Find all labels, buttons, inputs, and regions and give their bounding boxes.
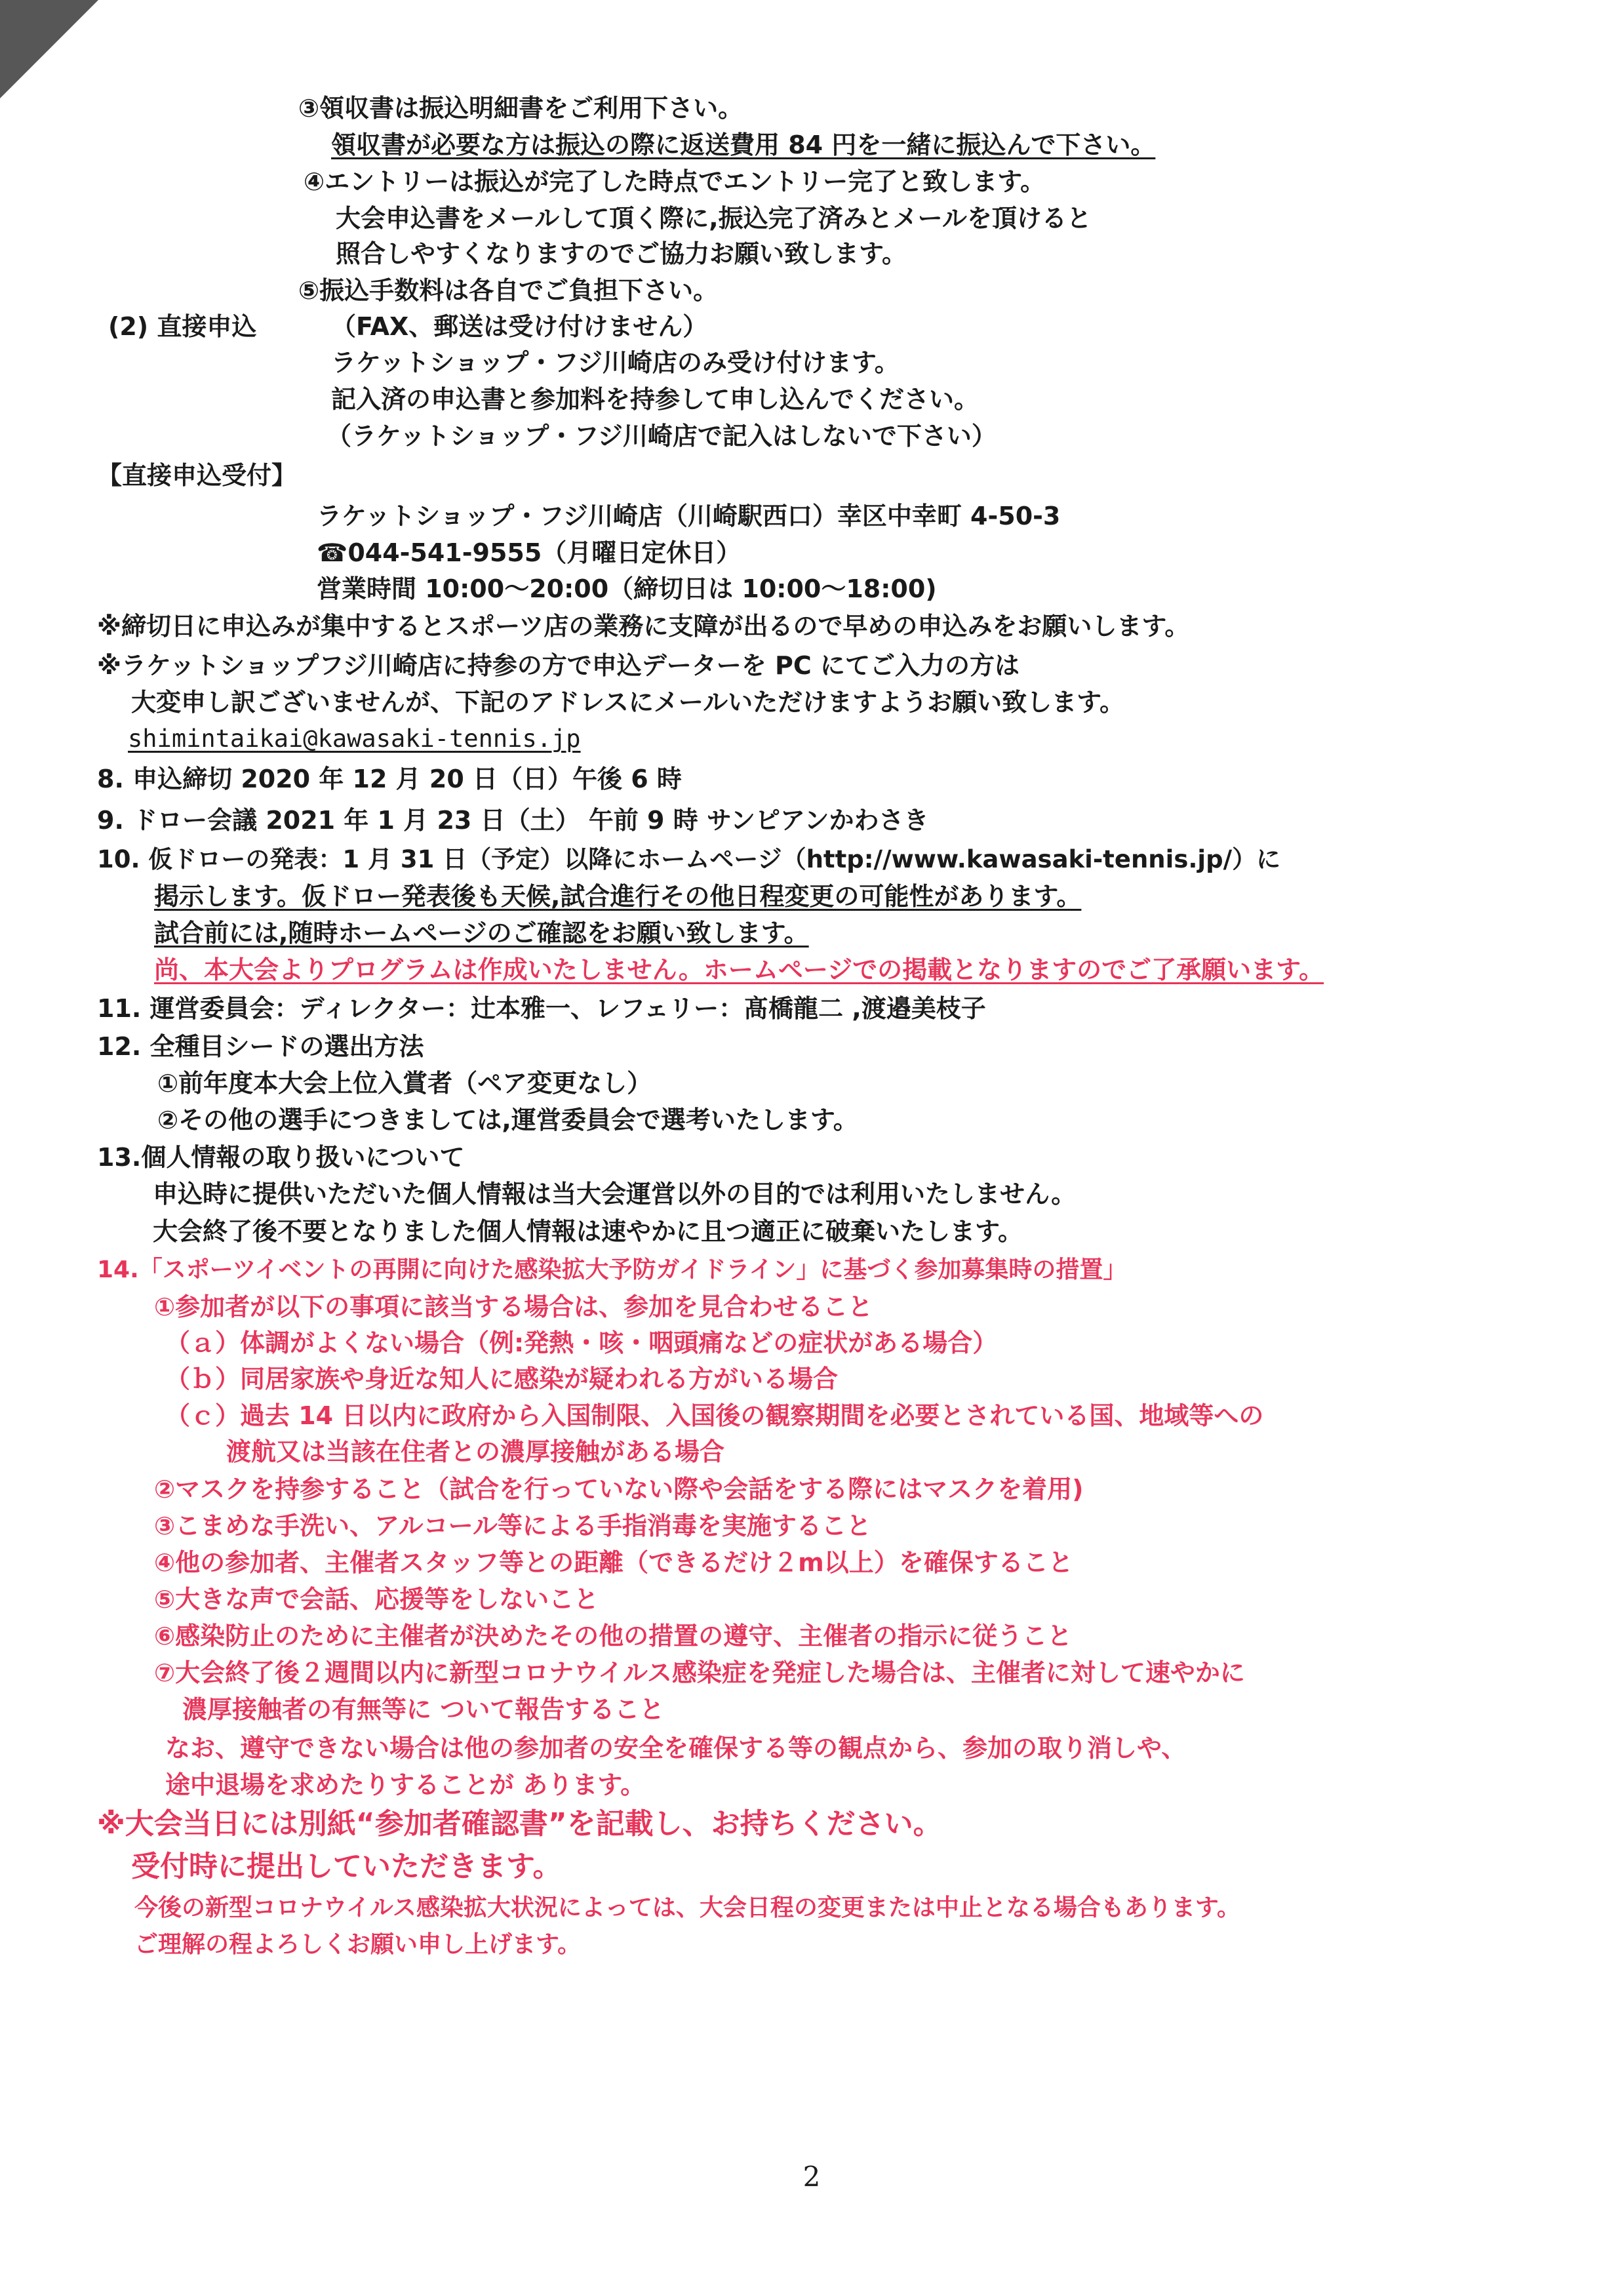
- covid-line-1: ①参加者が以下の事項に該当する場合は、参加を見合わせること: [154, 1292, 873, 1321]
- section-12-seed-2: ②その他の選手につきましては,運営委員会で選考いたします。: [157, 1106, 858, 1134]
- section-10-line-2: 掲示します。仮ドロー発表後も天候,試合進行その他日程変更の可能性があります。: [154, 882, 1082, 911]
- covid-line-7: ⑦大会終了後２週間以内に新型コロナウイルス感染症を発症した場合は、主催者に対して速やかに: [154, 1658, 1245, 1687]
- covid-notice-submit: 受付時に提出していただきます。: [131, 1850, 562, 1883]
- covid-note-1: なお、遵守できない場合は他の参加者の安全を確保する等の観点から、参加の取り消しや、: [165, 1734, 1187, 1763]
- covid-line-a: （ａ）体調がよくない場合（例:発熱・咳・咽頭痛などの症状がある場合）: [165, 1328, 998, 1357]
- section-13-privacy-heading: 13.個人情報の取り扱いについて: [97, 1143, 465, 1172]
- reception-heading: 【直接申込受付】: [97, 461, 297, 490]
- direct-application-line-4: （ラケットショップ・フジ川崎店で記入はしないで下さい）: [327, 422, 997, 450]
- covid-footer-2: ご理解の程よろしくお願い申し上げます。: [134, 1931, 582, 1958]
- section-11-committee: 11. 運営委員会：ディレクター：辻本雅一、レフェリー：髙橋龍二 ,渡邉美枝子: [97, 994, 986, 1023]
- reception-shop-address: ラケットショップ・フジ川崎店（川崎駅西口）幸区中幸町 4-50-3: [317, 502, 1061, 530]
- covid-line-5: ⑤大きな声で会話、応援等をしないこと: [154, 1585, 599, 1614]
- covid-line-4: ④他の参加者、主催者スタッフ等との距離（できるだけ２m以上）を確保すること: [154, 1548, 1073, 1577]
- reception-email-link[interactable]: shimintaikai@kawasaki-tennis.jp: [128, 725, 581, 753]
- scan-corner-fold: [0, 0, 98, 98]
- section-13-privacy-1: 申込時に提供いただいた個人情報は当大会運営以外の目的では利用いたしません。: [153, 1180, 1077, 1208]
- direct-application-label: (2) 直接申込: [108, 312, 257, 341]
- section-12-seed-1: ①前年度本大会上位入賞者（ペア変更なし）: [157, 1069, 652, 1098]
- section-8-deadline: 8. 申込締切 2020 年 12 月 20 日（日）午後 6 時: [97, 765, 682, 793]
- payment-note-3: ③領収書は振込明細書をご利用下さい。: [298, 94, 743, 123]
- section-10-line-3: 試合前には,随時ホームページのご確認をお願い致します。: [154, 919, 809, 948]
- reception-note-1: ※締切日に申込みが集中するとスポーツ店の業務に支障が出るので早めの申込みをお願いします。: [97, 612, 1190, 641]
- covid-line-b: （ｂ）同居家族や身近な知人に感染が疑われる方がいる場合: [165, 1365, 839, 1393]
- payment-note-4-detail-1: 大会申込書をメールして頂く際に,振込完了済みとメールを頂けると: [336, 204, 1092, 233]
- section-10-provisional-draw: 10. 仮ドローの発表：1 月 31 日（予定）以降にホームページ（http://www.kawasaki-tennis.jp/）に: [97, 845, 1281, 873]
- covid-line-c-detail: 渡航又は当該在住者との濃厚接触がある場合: [226, 1437, 725, 1466]
- page-number: 2: [802, 2161, 821, 2193]
- direct-application-line-2: ラケットショップ・フジ川崎店のみ受け付けます。: [331, 348, 900, 377]
- direct-application-line-3: 記入済の申込書と参加料を持参して申し込んでください。: [331, 385, 980, 414]
- covid-footer-1: 今後の新型コロナウイルス感染拡大状況によっては、大会日程の変更または中止となる場合もあります。: [134, 1894, 1240, 1921]
- payment-note-4: ④エントリーは振込が完了した時点でエントリー完了と致します。: [304, 167, 1046, 196]
- reception-phone: ☎044-541-9555（月曜日定休日）: [317, 538, 742, 567]
- section-12-seed-heading: 12. 全種目シードの選出方法: [97, 1032, 424, 1061]
- payment-note-4-detail-2: 照合しやすくなりますのでご協力お願い致します。: [336, 239, 907, 268]
- reception-note-3: 大変申し訳ございませんが、下記のアドレスにメールいただけますようお願い致します。: [131, 688, 1125, 717]
- payment-note-3-detail: 領収書が必要な方は振込の際に返送費用 84 円を一緒に振込んで下さい。: [331, 130, 1156, 159]
- covid-line-7-detail: 濃厚接触者の有無等に ついて報告すること: [182, 1695, 665, 1724]
- section-10-program-notice: 尚、本大会よりプログラムは作成いたしません。ホームページでの掲載となりますのでご了承願います。: [154, 955, 1324, 984]
- section-13-privacy-2: 大会終了後不要となりました個人情報は速やかに且つ適正に破棄いたします。: [153, 1217, 1023, 1246]
- covid-notice-confirmation-form: ※大会当日には別紙“参加者確認書”を記載し、お持ちください。: [97, 1807, 942, 1841]
- reception-hours: 営業時間 10:00～20:00（締切日は 10:00～18:00): [317, 574, 937, 603]
- reception-note-2: ※ラケットショップフジ川崎店に持参の方で申込データーを PC にてご入力の方は: [97, 651, 1020, 680]
- covid-line-3: ③こまめな手洗い、アルコール等による手指消毒を実施すること: [154, 1511, 871, 1540]
- payment-note-5: ⑤振込手数料は各自でご負担下さい。: [298, 276, 719, 305]
- section-9-draw-meeting: 9. ドロー会議 2021 年 1 月 23 日（土） 午前 9 時 サンピアンかわさき: [97, 806, 929, 835]
- covid-line-2: ②マスクを持参すること（試合を行っていない際や会話をする際にはマスクを着用): [154, 1475, 1084, 1504]
- direct-application-line-1: （FAX、郵送は受け付けません）: [331, 312, 708, 341]
- covid-line-c: （ｃ）過去 14 日以内に政府から入国制限、入国後の観察期間を必要とされている国、地域等への: [165, 1401, 1264, 1430]
- covid-line-6: ⑥感染防止のために主催者が決めたその他の措置の遵守、主催者の指示に従うこと: [154, 1622, 1073, 1650]
- section-14-covid-title: 14.「スポーツイベントの再開に向けた感染拡大予防ガイドライン」に基づく参加募集時の措置」: [97, 1256, 1127, 1283]
- covid-note-2: 途中退場を求めたりすることが あります。: [165, 1770, 646, 1799]
